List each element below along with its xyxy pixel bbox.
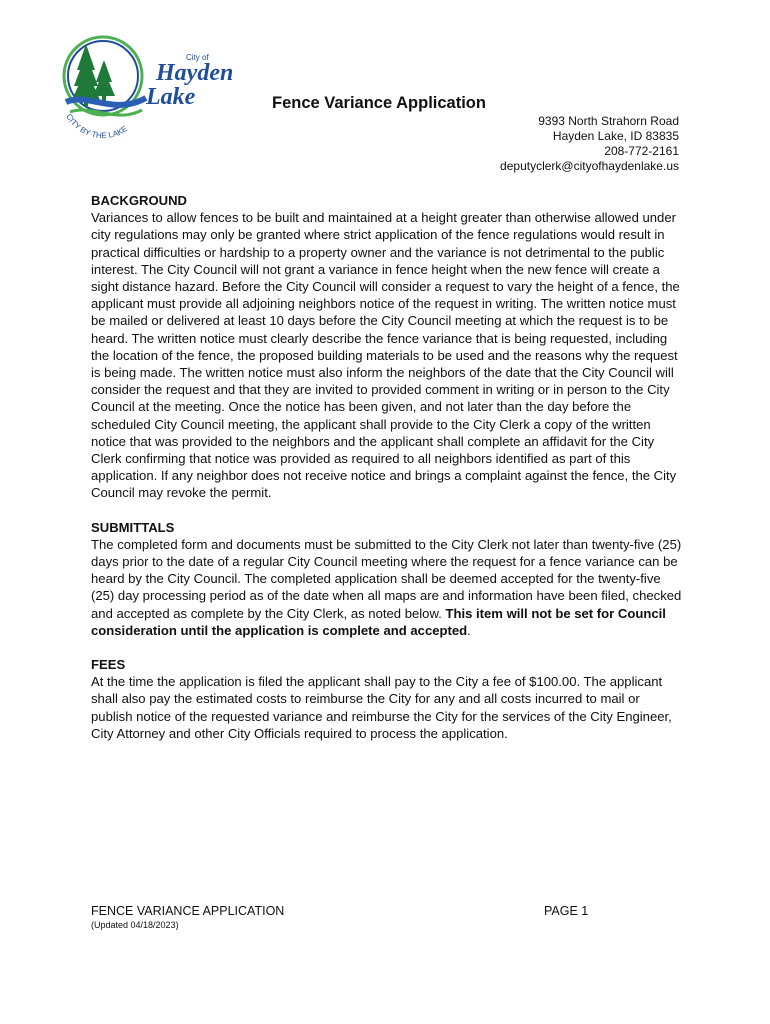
submittals-body: The completed form and documents must be submitted to the City Clerk not later than twenty-five (25) days prior to the date of a regular City Council meeting where the request for a fence variance can be heard by the City Council. The completed application shall be deemed accepted for the twenty-five (25) day processing period as of the date when all maps are and information have been filed, checked and accepted as complete by the City Clerk, as noted below. — [91, 536, 682, 621]
address-block — [500, 114, 679, 174]
address-phone: 208-772-2161 — [604, 144, 679, 158]
background-heading: BACKGROUND — [91, 193, 188, 208]
submittals-end: . — [467, 622, 471, 638]
logo-city-of: City of — [186, 53, 209, 62]
address-city: Hayden Lake, ID 83835 — [552, 129, 679, 143]
document-body — [91, 192, 683, 759]
logo-name-line2: Lake — [146, 84, 196, 110]
logo-tagline: CITY BY THE LAKE — [64, 112, 130, 141]
background-section — [91, 192, 683, 502]
fees-section — [91, 656, 683, 742]
submittals-heading: SUBMITTALS — [91, 519, 175, 535]
footer-updated: (Updated 04/18/2023) — [91, 920, 179, 930]
fees-heading: FEES — [91, 657, 126, 673]
footer-page-number: PAGE 1 — [544, 904, 589, 918]
logo-name-line1: Hayden — [156, 60, 234, 86]
city-logo — [58, 30, 248, 142]
page-title: Fence Variance Application — [272, 94, 486, 112]
submittals-text — [91, 536, 683, 639]
submittals-section — [91, 519, 683, 639]
address-email: deputyclerk@cityofhaydenlake.us — [500, 159, 679, 173]
background-text: Variances to allow fences to be built and maintained at a height greater than otherwise allowed under city regulations may only be granted where strict application of the fence regulations would result in practical difficulties or hardship to a property owner and the variance is not detrimental to the public interest. The City Council will not grant a variance in fence height when the new fence will create a sight distance hazard. Before the City Council will consider a request to vary the height of a fence, the applicant must provide all adjoining neighbors notice of the request in writing. The written notice must be mailed or delivered at least 10 days before the City Council meeting at which the request is to be heard. The written notice must clearly describe the fence variance that is being requested, including the location of the fence, the proposed building materials to be used and the reasons why the request is being made. The written notice must also inform the neighbors of the date that the City Council will consider the request and that they are invited to provided comment in writing or in person to the City Council at the meeting. Once the notice has been given, and not later than the day before the scheduled City Council meeting, the applicant shall provide to the City Clerk a copy of the written notice that was provided to the neighbors and the applicant shall complete an affidavit for the City Clerk confirming that notice was provided as required to all neighbors identified as part of this application. If any neighbor does not receive notice and brings a complaint against the fence, the City Council may revoke the permit. — [91, 210, 680, 501]
address-street: 9393 North Strahorn Road — [538, 114, 679, 128]
footer-form-name: FENCE VARIANCE APPLICATION — [91, 904, 285, 918]
submittals-bold-notice: This item will not be set for Council consideration until the application is complete and accepted — [91, 605, 666, 638]
fees-text: At the time the application is filed the applicant shall pay to the City a fee of $100.00. The applicant shall also pay the estimated costs to reimburse the City for any and all costs incurred to mail or publish notice of the requested variance and reimburse the City for the services of the City Engineer, City Attorney and other City Officials required to process the application. — [91, 674, 672, 741]
